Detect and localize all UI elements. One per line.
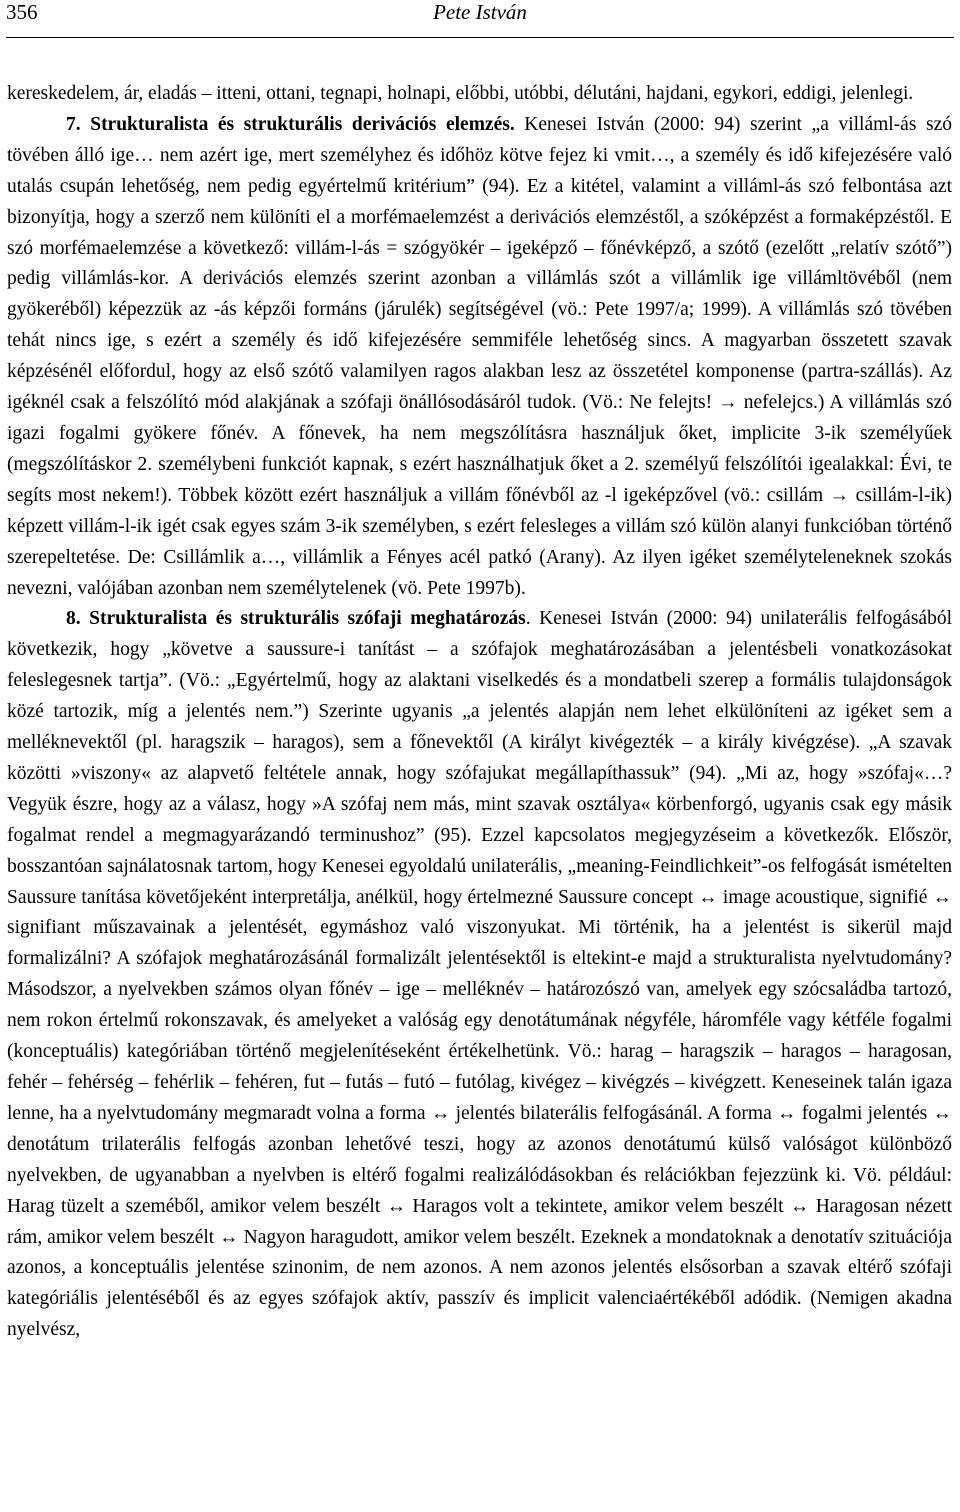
paragraph-section-8 [7, 604, 952, 1346]
body-text [7, 79, 952, 1346]
paragraph [7, 79, 952, 110]
paragraph-text: Kenesei István (2000: 94) szerint „a villáml-ás szó tövében álló ige… nem azért ige, mert személyhez és időhöz kötve fejez ki vmit…, a személy és idő kifejezésére való utalás csupán lehetőség, nem pedig egyértelmű kritérium” (94). Ez a kitétel, valamint a villáml-ás szó felbontása azt bizonyítja, hogy a szerző nem különíti el a morfémaelemzést a derivációs elemzéstől, a szóképzést a formaképzéstől. E szó morfémaelemzése a következő: villám-l-ás = szógyökér – igeképző – főnévképző, a szótő (ezelőtt „relatív szótő”) pedig villámlás-kor. A derivációs elemzés szerint azonban a villámlás szót a villámlik ige villámltövéből (nem gyökeréből) képezzük az -ás képzői formáns (járulék) segítségével (vö.: Pete 1997/a; 1999). A villámlás szó tövében tehát nincs ige, s ezért a személy és idő kifejezésére semmiféle lehetőség sincs. A magyarban összetett szavak képzésénél előfordul, hogy az első szótő valamilyen ragos alakban lesz az összetétel komponense (partra-szállás). Az igéknél csak a felszólító mód alakjának a szófaji önállósodásáról tudok. (Vö.: Ne felejts! → nefelejcs.) A villámlás szó igazi fogalmi gyökere főnév. A főnevek, ha nem megszólításra használjuk őket, implicite 3-ik személyűek (megszólításkor 2. személybeni funkciót kapnak, s ezért használhatjuk őket a 2. személyű felszólítói igealakkal: Évi, te segíts most nekem!). Többek között ezért használjuk a villám főnévből az -l igeképzővel (vö.: csillám → csillám-l-ik) képzett villám-l-ik igét csak egyes szám 3-ik személyben, s ezért felesleges a villám szó külön alanyi funkcióban történő szerepeltetése. De: Csillámlik a…, villámlik a Fényes acél patkó (Arany). Az ilyen igéket személyteleneknek szokás nevezni, valójában azonban nem személytelenek (vö. Pete 1997b). [7, 113, 952, 599]
section-number: 7. [66, 113, 81, 135]
paragraph-text: kereskedelem, ár, eladás – itteni, ottani, tegnapi, holnapi, előbbi, utóbbi, délutáni, hajdani, egykori, eddigi, jelenlegi. [7, 83, 914, 104]
header-rule [6, 37, 954, 38]
paragraph-section-7 [7, 110, 952, 605]
running-head: Pete István [433, 0, 527, 24]
section-title: Strukturalista és strukturális szófaji meghatározás [89, 608, 526, 630]
section-title: Strukturalista és strukturális derivációs elemzés. [90, 113, 515, 135]
page-header [6, 0, 954, 28]
section-number: 8. [66, 608, 81, 630]
page-number: 356 [6, 0, 38, 24]
paragraph-text: . Kenesei István (2000: 94) unilaterális felfogásából következik, hogy „követve a saussure-i tanítást – a szófajok meghatározásában a jelentésbeli vonatkozásokat feleslegesnek tartja”. (Vö.: „Egyértelmű, hogy az alaktani viselkedés és a mondatbeli szerep a formális tulajdonságok közé tartozik, míg a jelentés nem.”) Szerinte ugyanis „a jelentés alapján nem lehet elkülöníteni az igéket sem a melléknevektől (pl. haragszik – haragos), sem a főnevektől (A királyt kivégezték – a király kivégzése). „A szavak közötti »viszony« az alapvető feltétele annak, hogy szófajukat megállapíthassuk” (94). „Mi az, hogy »szófaj«…? Vegyük észre, hogy az a válasz, hogy »A szófaj nem más, mint szavak osztálya« körbenforgó, ugyanis csak egy másik fogalmat rendel a megmagyarázandó terminushoz” (95). Ezzel kapcsolatos megjegyzéseim a következők. Először, bosszantóan sajnálatosnak tartom, hogy Kenesei egyoldalú unilaterális, „meaning-Feindlichkeit”-os felfogását ismételten Saussure tanítása követőjeként interpretálja, anélkül, hogy értelmezné Saussure concept ↔ image acoustique, signifié ↔ signifiant műszavainak a jelentését, egymáshoz való viszonyukat. Mi történik, ha a jelentést is sikerül majd formalizálni? A szófajok meghatározásánál formalizált jelentésektől is eltekint-e majd a strukturalista nyelvtudomány? Másodszor, a nyelvekben számos olyan főnév – ige – melléknév – határozószó van, amelyek egy szócsaládba tartozó, nem rokon értelmű rokonszavak, és amelyeket a valóság egy denotátumának négyféle, háromféle vagy kétféle fogalmi (konceptuális) kategóriában történő megjelenítéseként értékelhetünk. Vö.: harag – haragszik – haragos – haragosan, fehér – fehérség – fehérlik – fehéren, fut – futás – futó – futólag, kivégez – kivégzés – kivégzett. Keneseinek talán igaza lenne, ha a nyelvtudomány megmaradt volna a forma ↔ jelentés bilaterális felfogásánál. A forma ↔ fogalmi jelentés ↔ denotátum trilaterális felfogás azonban lehetővé teszi, hogy az azonos denotátumú külső valóságot különböző nyelvekben, de ugyanabban a nyelvben is eltérő fogalmi realizálódásokban és relációkban fejezzünk ki. Vö. például: Harag tüzelt a szeméből, amikor velem beszélt ↔ Haragos volt a tekintete, amikor velem beszélt ↔ Haragosan nézett rám, amikor velem beszélt ↔ Nagyon haragudott, amikor velem beszélt. Ezeknek a mondatoknak a denotatív szituációja azonos, a konceptuális jelentése szinonim, de nem azonos. A nem azonos jelentés elsősorban a szavak eltérő szófaji kategóriális jelentéséből és az egyes szófajok aktív, passzív és implicit valenciaértékéből adódik. (Nemigen akadna nyelvész, [7, 608, 952, 1341]
